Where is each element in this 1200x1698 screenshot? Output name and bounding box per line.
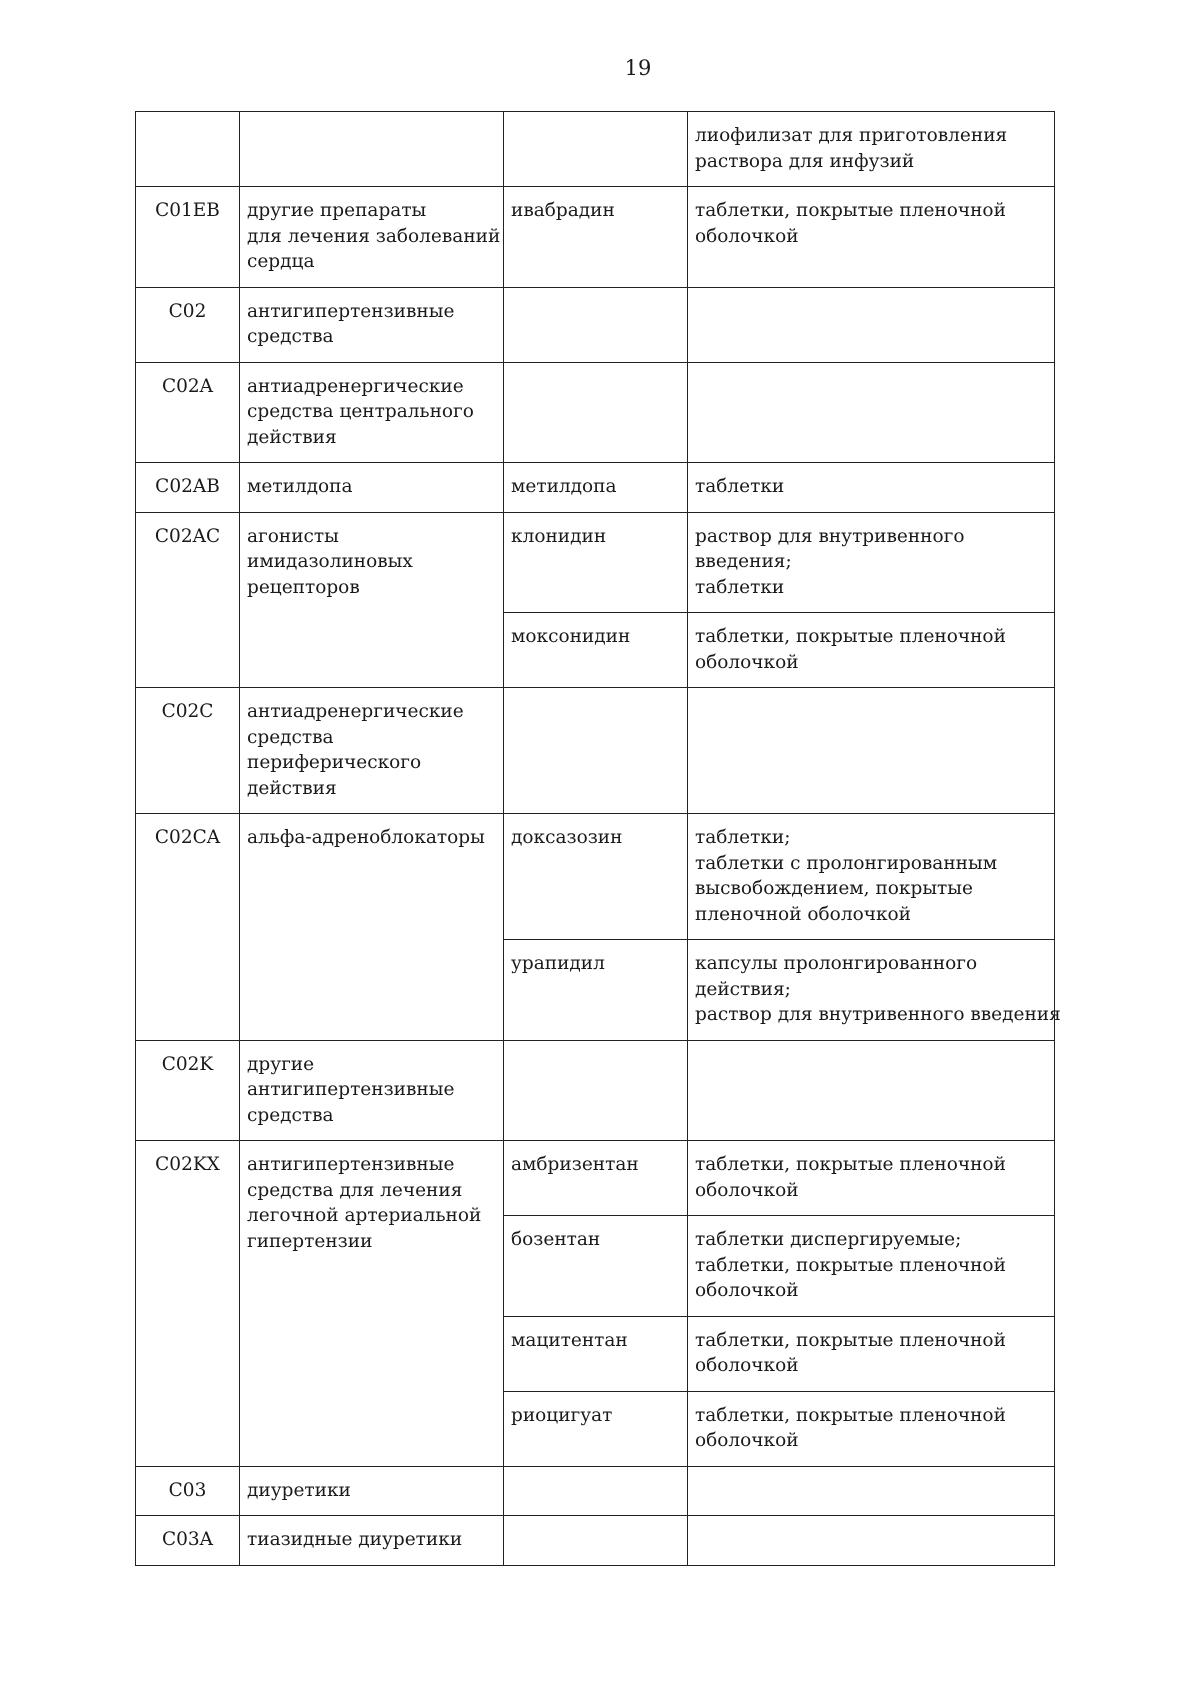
- anatomical-group-cell-line: антиадренергические: [247, 375, 464, 397]
- dosage-form-cell-line: таблетки с пролонгированным: [695, 852, 998, 874]
- anatomical-group-cell: [240, 1040, 504, 1141]
- dosage-form-cell: [688, 613, 1055, 688]
- table-row: [136, 463, 1055, 513]
- dosage-form-cell: [688, 1466, 1055, 1516]
- dosage-form-cell: [688, 1040, 1055, 1141]
- dosage-form-cell: [688, 287, 1055, 362]
- anatomical-group-cell: [240, 1516, 504, 1566]
- table-row: [136, 1040, 1055, 1141]
- anatomical-group-cell: [240, 512, 504, 688]
- dosage-form-cell-line: таблетки, покрытые пленочной: [695, 626, 1006, 647]
- table-row: [136, 1516, 1055, 1566]
- dosage-form-cell-line: таблетки, покрытые пленочной: [695, 1254, 1006, 1276]
- drug-name-cell-line: моксонидин: [511, 626, 631, 647]
- atc-code-cell: [136, 1040, 240, 1141]
- drug-name-cell: [504, 1316, 688, 1391]
- dosage-form-cell-line: таблетки, покрытые пленочной: [695, 1329, 1006, 1351]
- dosage-form-cell-line: высвобождением, покрытые: [695, 878, 973, 899]
- anatomical-group-cell: [240, 362, 504, 463]
- atc-code-cell-line: C02KX: [155, 1154, 220, 1175]
- atc-code-cell: [136, 1141, 240, 1467]
- table-row: [136, 112, 1055, 187]
- drug-name-cell: [504, 1216, 688, 1317]
- anatomical-group-cell: [240, 112, 504, 187]
- drug-name-cell: [504, 1516, 688, 1566]
- anatomical-group-cell-line: средства: [247, 1104, 334, 1126]
- atc-code-cell: [136, 814, 240, 1041]
- dosage-form-cell: [688, 112, 1055, 187]
- drug-name-cell: [504, 463, 688, 513]
- atc-code-cell: [136, 1516, 240, 1566]
- dosage-form-cell: [688, 1141, 1055, 1216]
- drug-name-cell: [504, 814, 688, 940]
- dosage-form-cell: [688, 362, 1055, 463]
- anatomical-group-cell: [240, 463, 504, 513]
- dosage-form-cell: [688, 463, 1055, 513]
- anatomical-group-cell-line: действия: [247, 777, 337, 799]
- anatomical-group-cell-line: метилдопа: [247, 476, 353, 497]
- atc-code-cell-line: C03A: [161, 1529, 214, 1550]
- dosage-form-cell: [688, 940, 1061, 1041]
- drug-name-cell-line: риоцигуат: [511, 1404, 613, 1426]
- atc-code-cell: [136, 463, 240, 513]
- anatomical-group-cell-line: действия: [247, 426, 337, 448]
- dosage-form-cell-line: лиофилизат для приготовления: [695, 125, 1008, 146]
- anatomical-group-cell: [240, 1466, 504, 1516]
- dosage-form-cell-line: введения;: [695, 551, 792, 572]
- atc-code-cell-line: C03: [168, 1479, 207, 1501]
- table-row: [136, 187, 1055, 288]
- anatomical-group-cell-line: другие препараты: [247, 200, 427, 221]
- table-row: [136, 688, 1055, 814]
- anatomical-group-cell-line: другие: [247, 1053, 315, 1075]
- anatomical-group-cell-line: тиазидные диуретики: [247, 1529, 463, 1550]
- anatomical-group-cell-line: антигипертензивные: [247, 1079, 455, 1100]
- atc-code-cell-line: C02CA: [154, 827, 221, 848]
- drug-name-cell: [504, 1466, 688, 1516]
- dosage-form-cell-line: таблетки, покрытые пленочной: [695, 1404, 1006, 1426]
- dosage-form-cell-line: раствор для внутривенного введения: [695, 1004, 1061, 1025]
- atc-code-cell: [136, 362, 240, 463]
- dosage-form-cell-line: действия;: [695, 978, 791, 1000]
- atc-code-cell: [136, 1466, 240, 1516]
- dosage-form-cell-line: капсулы пролонгированного: [695, 953, 978, 974]
- anatomical-group-cell: [240, 688, 504, 814]
- page-number: 19: [624, 56, 652, 80]
- dosage-form-cell-line: таблетки, покрытые пленочной: [695, 200, 1006, 221]
- anatomical-group-cell-line: антигипертензивные: [247, 300, 455, 322]
- drug-name-cell: [504, 688, 688, 814]
- drug-name-cell-line: мацитентан: [511, 1329, 628, 1351]
- drug-name-cell-line: доксазозин: [511, 827, 623, 848]
- atc-code-cell-line: C02AB: [155, 476, 220, 497]
- dosage-form-cell-line: таблетки диспергируемые;: [695, 1229, 962, 1250]
- atc-code-cell: [136, 112, 240, 187]
- anatomical-group-cell-line: для лечения заболеваний: [247, 225, 501, 247]
- anatomical-group-cell-line: средства: [247, 726, 334, 748]
- table-row: [136, 512, 1055, 613]
- drug-name-cell-line: клонидин: [511, 525, 607, 547]
- atc-code-cell-line: C01EB: [155, 200, 220, 221]
- drug-name-cell: [504, 1141, 688, 1216]
- drug-name-cell: [504, 287, 688, 362]
- anatomical-group-cell-line: средства для лечения: [247, 1179, 463, 1201]
- anatomical-group-cell: [240, 187, 504, 288]
- dosage-form-cell-line: оболочкой: [695, 1179, 799, 1201]
- table-row: [136, 287, 1055, 362]
- atc-code-cell: [136, 187, 240, 288]
- anatomical-group-cell: [240, 814, 504, 1041]
- atc-code-cell-line: C02K: [161, 1053, 214, 1075]
- dosage-form-cell: [688, 1216, 1055, 1317]
- table-row: [136, 814, 1055, 940]
- anatomical-group-cell-line: средства центрального: [247, 401, 474, 422]
- drug-name-cell-line: урапидил: [511, 953, 605, 974]
- drug-name-cell: [504, 512, 688, 613]
- anatomical-group-cell: [240, 287, 504, 362]
- table-body: [136, 112, 1061, 1566]
- drug-name-cell: [504, 613, 688, 688]
- anatomical-group-cell-line: агонисты: [247, 525, 339, 547]
- atc-code-cell: [136, 287, 240, 362]
- drug-name-cell: [504, 112, 688, 187]
- anatomical-group-cell-line: гипертензии: [247, 1230, 373, 1252]
- anatomical-group-cell-line: легочной артериальной: [247, 1205, 482, 1226]
- anatomical-group-cell-line: диуретики: [247, 1479, 351, 1501]
- table-row: [136, 362, 1055, 463]
- dosage-form-cell-line: пленочной оболочкой: [695, 903, 911, 925]
- atc-code-cell-line: C02C: [161, 701, 214, 722]
- dosage-form-cell-line: оболочкой: [695, 1355, 799, 1376]
- dosage-form-cell-line: оболочкой: [695, 1430, 799, 1451]
- dosage-form-cell-line: оболочкой: [695, 225, 799, 247]
- drug-name-cell: [504, 1391, 688, 1466]
- anatomical-group-cell-line: антиадренергические: [247, 701, 464, 722]
- atc-code-cell-line: C02A: [161, 375, 214, 397]
- drug-name-cell-line: метилдопа: [511, 476, 617, 497]
- anatomical-group-cell-line: сердца: [247, 251, 315, 272]
- anatomical-group-cell-line: имидазолиновых: [247, 551, 413, 572]
- dosage-form-cell: [688, 1516, 1055, 1566]
- drug-name-cell-line: амбризентан: [511, 1154, 639, 1175]
- dosage-form-cell-line: оболочкой: [695, 651, 799, 673]
- anatomical-group-cell: [240, 1141, 504, 1467]
- anatomical-group-cell-line: рецепторов: [247, 576, 360, 598]
- drug-name-cell: [504, 187, 688, 288]
- drug-name-cell: [504, 1040, 688, 1141]
- atc-code-cell-line: C02: [168, 300, 207, 322]
- drug-name-cell: [504, 362, 688, 463]
- dosage-form-cell: [688, 1316, 1055, 1391]
- dosage-form-cell: [688, 1391, 1055, 1466]
- atc-code-cell: [136, 688, 240, 814]
- dosage-form-cell-line: таблетки: [695, 476, 785, 497]
- anatomical-group-cell-line: антигипертензивные: [247, 1154, 455, 1175]
- dosage-form-cell-line: таблетки, покрытые пленочной: [695, 1154, 1006, 1175]
- dosage-form-cell-line: оболочкой: [695, 1280, 799, 1301]
- anatomical-group-cell-line: альфа-адреноблокаторы: [247, 827, 485, 848]
- drug-name-cell-line: бозентан: [511, 1229, 601, 1250]
- dosage-form-cell: [688, 187, 1055, 288]
- dosage-form-cell-line: раствора для инфузий: [695, 150, 915, 172]
- drug-name-cell-line: ивабрадин: [511, 200, 615, 221]
- drug-table: [135, 111, 1061, 1566]
- dosage-form-cell: [688, 688, 1055, 814]
- atc-code-cell-line: C02AC: [154, 525, 221, 547]
- anatomical-group-cell-line: средства: [247, 326, 334, 347]
- table-row: [136, 1141, 1055, 1216]
- table-row: [136, 1466, 1055, 1516]
- dosage-form-cell: [688, 814, 1055, 940]
- dosage-form-cell-line: таблетки: [695, 576, 785, 598]
- dosage-form-cell-line: раствор для внутривенного: [695, 525, 965, 547]
- dosage-form-cell: [688, 512, 1055, 613]
- atc-code-cell: [136, 512, 240, 688]
- dosage-form-cell-line: таблетки;: [695, 827, 791, 848]
- anatomical-group-cell-line: периферического: [247, 752, 422, 773]
- drug-name-cell: [504, 940, 688, 1041]
